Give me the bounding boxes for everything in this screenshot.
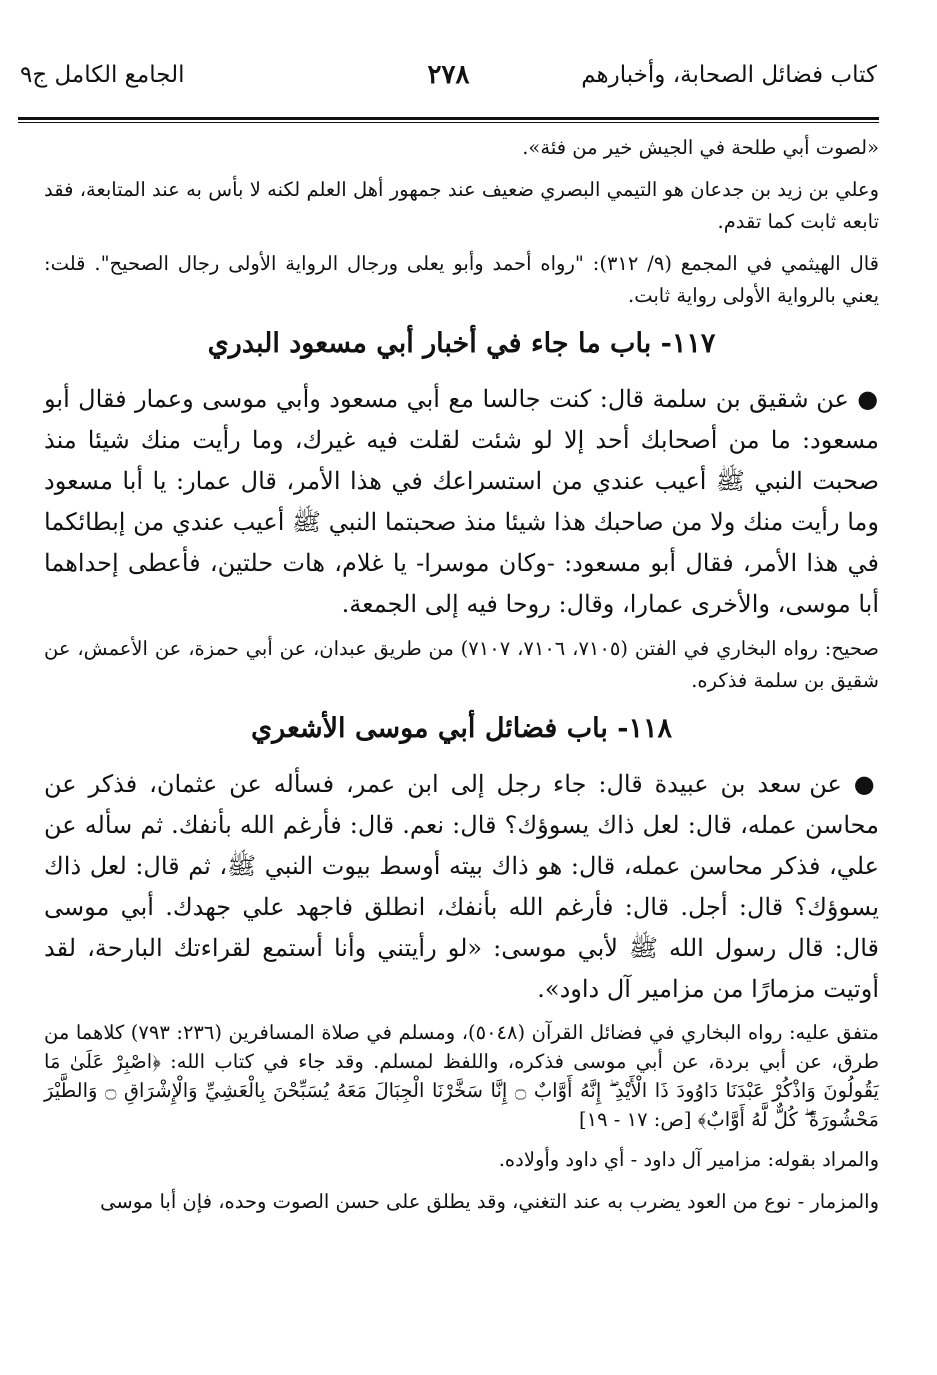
hadith-paragraph	[44, 378, 879, 625]
footnote-paragraph: والمراد بقوله: مزامير آل داود - أي داود وأولاده.	[498, 1148, 879, 1171]
bullet-icon: ●	[853, 769, 879, 798]
chapter-heading: ١١٧- باب ما جاء في أخبار أبي مسعود البدري	[207, 328, 716, 359]
page-number: ٢٧٨	[427, 60, 470, 90]
footnote-paragraph: متفق عليه: رواه البخاري في فضائل القرآن (٥٠٤٨)، ومسلم في صلاة المسافرين (٢٣٦: ٧٩٣) كلاهما من طرق، عن أبي بردة، عن أبي موسى فذكره، واللفظ لمسلم. وقد جاء في كتاب الله: ﴿اصْبِرْ عَلَىٰ مَا يَقُولُونَ وَاذْكُرْ عَبْدَنَا دَاوُودَ ذَا الْأَيْدِ ۖ إِنَّهُ أَوَّابٌ ۝ إِنَّا سَخَّرْنَا الْجِبَالَ مَعَهُ يُسَبِّحْنَ بِالْعَشِيِّ وَالْإِشْرَاقِ ۝ وَالطَّيْرَ مَحْشُورَةً ۖ كُلٌّ لَّهُ أَوَّابٌ﴾ [ص: ١٧ - ١٩]	[44, 1021, 879, 1131]
footnote-paragraph: صحيح: رواه البخاري في الفتن (٧١٠٥، ٧١٠٦، ٧١٠٧) من طريق عبدان، عن أبي حمزة، عن الأعمش، عن شقيق بن سلمة فذكره.	[44, 637, 879, 692]
header-rule	[18, 117, 879, 123]
bullet-icon: ●	[857, 384, 879, 413]
footnote-paragraph: وعلي بن زيد بن جدعان هو التيمي البصري ضعيف عند جمهور أهل العلم لكنه لا بأس به عند المتابعة، فقد تابعه ثابت كما تقدم.	[44, 178, 879, 233]
footnote-paragraph: «لصوت أبي طلحة في الجيش خير من فئة».	[522, 136, 879, 159]
footnote-paragraph: والمزمار - نوع من العود يضرب به عند التغني، وقد يطلق على حسن الصوت وحده، فإن أبا موسى	[100, 1190, 879, 1213]
volume-label: الجامع الكامل ج٩	[20, 62, 185, 88]
hadith-text: عن سعد بن عبيدة قال: جاء رجل إلى ابن عمر، فسأله عن عثمان، فذكر عن محاسن عمله، قال: لعل ذاك يسوؤك؟ قال: نعم. قال: فأرغم الله بأنفك. ثم سأله عن علي، فذكر محاسن عمله، قال: هو ذاك بيته أوسط بيوت النبي ﷺ، ثم قال: لعل ذاك يسوؤك؟ قال: أجل. قال: فأرغم الله بأنفك، انطلق فاجهد علي جهدك. أبي موسى قال: قال رسول الله ﷺ لأبي موسى: «لو رأيتني وأنا أستمع لقراءتك البارحة، لقد أوتيت مزمارًا من مزامير آل داود».	[44, 770, 879, 1003]
page-body	[44, 132, 879, 1228]
hadith-text: عن شقيق بن سلمة قال: كنت جالسا مع أبي مسعود وأبي موسى وعمار فقال أبو مسعود: ما من أصحابك أحد إلا لو شئت لقلت فيه غيرك، وما رأيت منك شيئا منذ صحبت النبي ﷺ أعيب عندي من استسراعك في هذا الأمر، قال عمار: يا أبا مسعود وما رأيت منك ولا من صاحبك هذا شيئا منذ صحبتما النبي ﷺ أعيب عندي من إبطائكما في هذا الأمر، فقال أبو مسعود: -وكان موسرا- يا غلام، هات حلتين، فأعطى إحداهما أبا موسى، والأخرى عمارا، وقال: روحا فيه إلى الجمعة.	[44, 385, 879, 618]
footnote-paragraph: قال الهيثمي في المجمع (٩/ ٣١٢): "رواه أحمد وأبو يعلى ورجال الرواية الأولى رجال الصحيح". قلت: يعني بالرواية الأولى رواية ثابت.	[44, 252, 880, 307]
book-title: كتاب فضائل الصحابة، وأخبارهم	[581, 62, 877, 88]
chapter-heading: ١١٨- باب فضائل أبي موسى الأشعري	[250, 713, 673, 744]
page-header	[20, 60, 877, 100]
hadith-paragraph	[44, 763, 879, 1010]
